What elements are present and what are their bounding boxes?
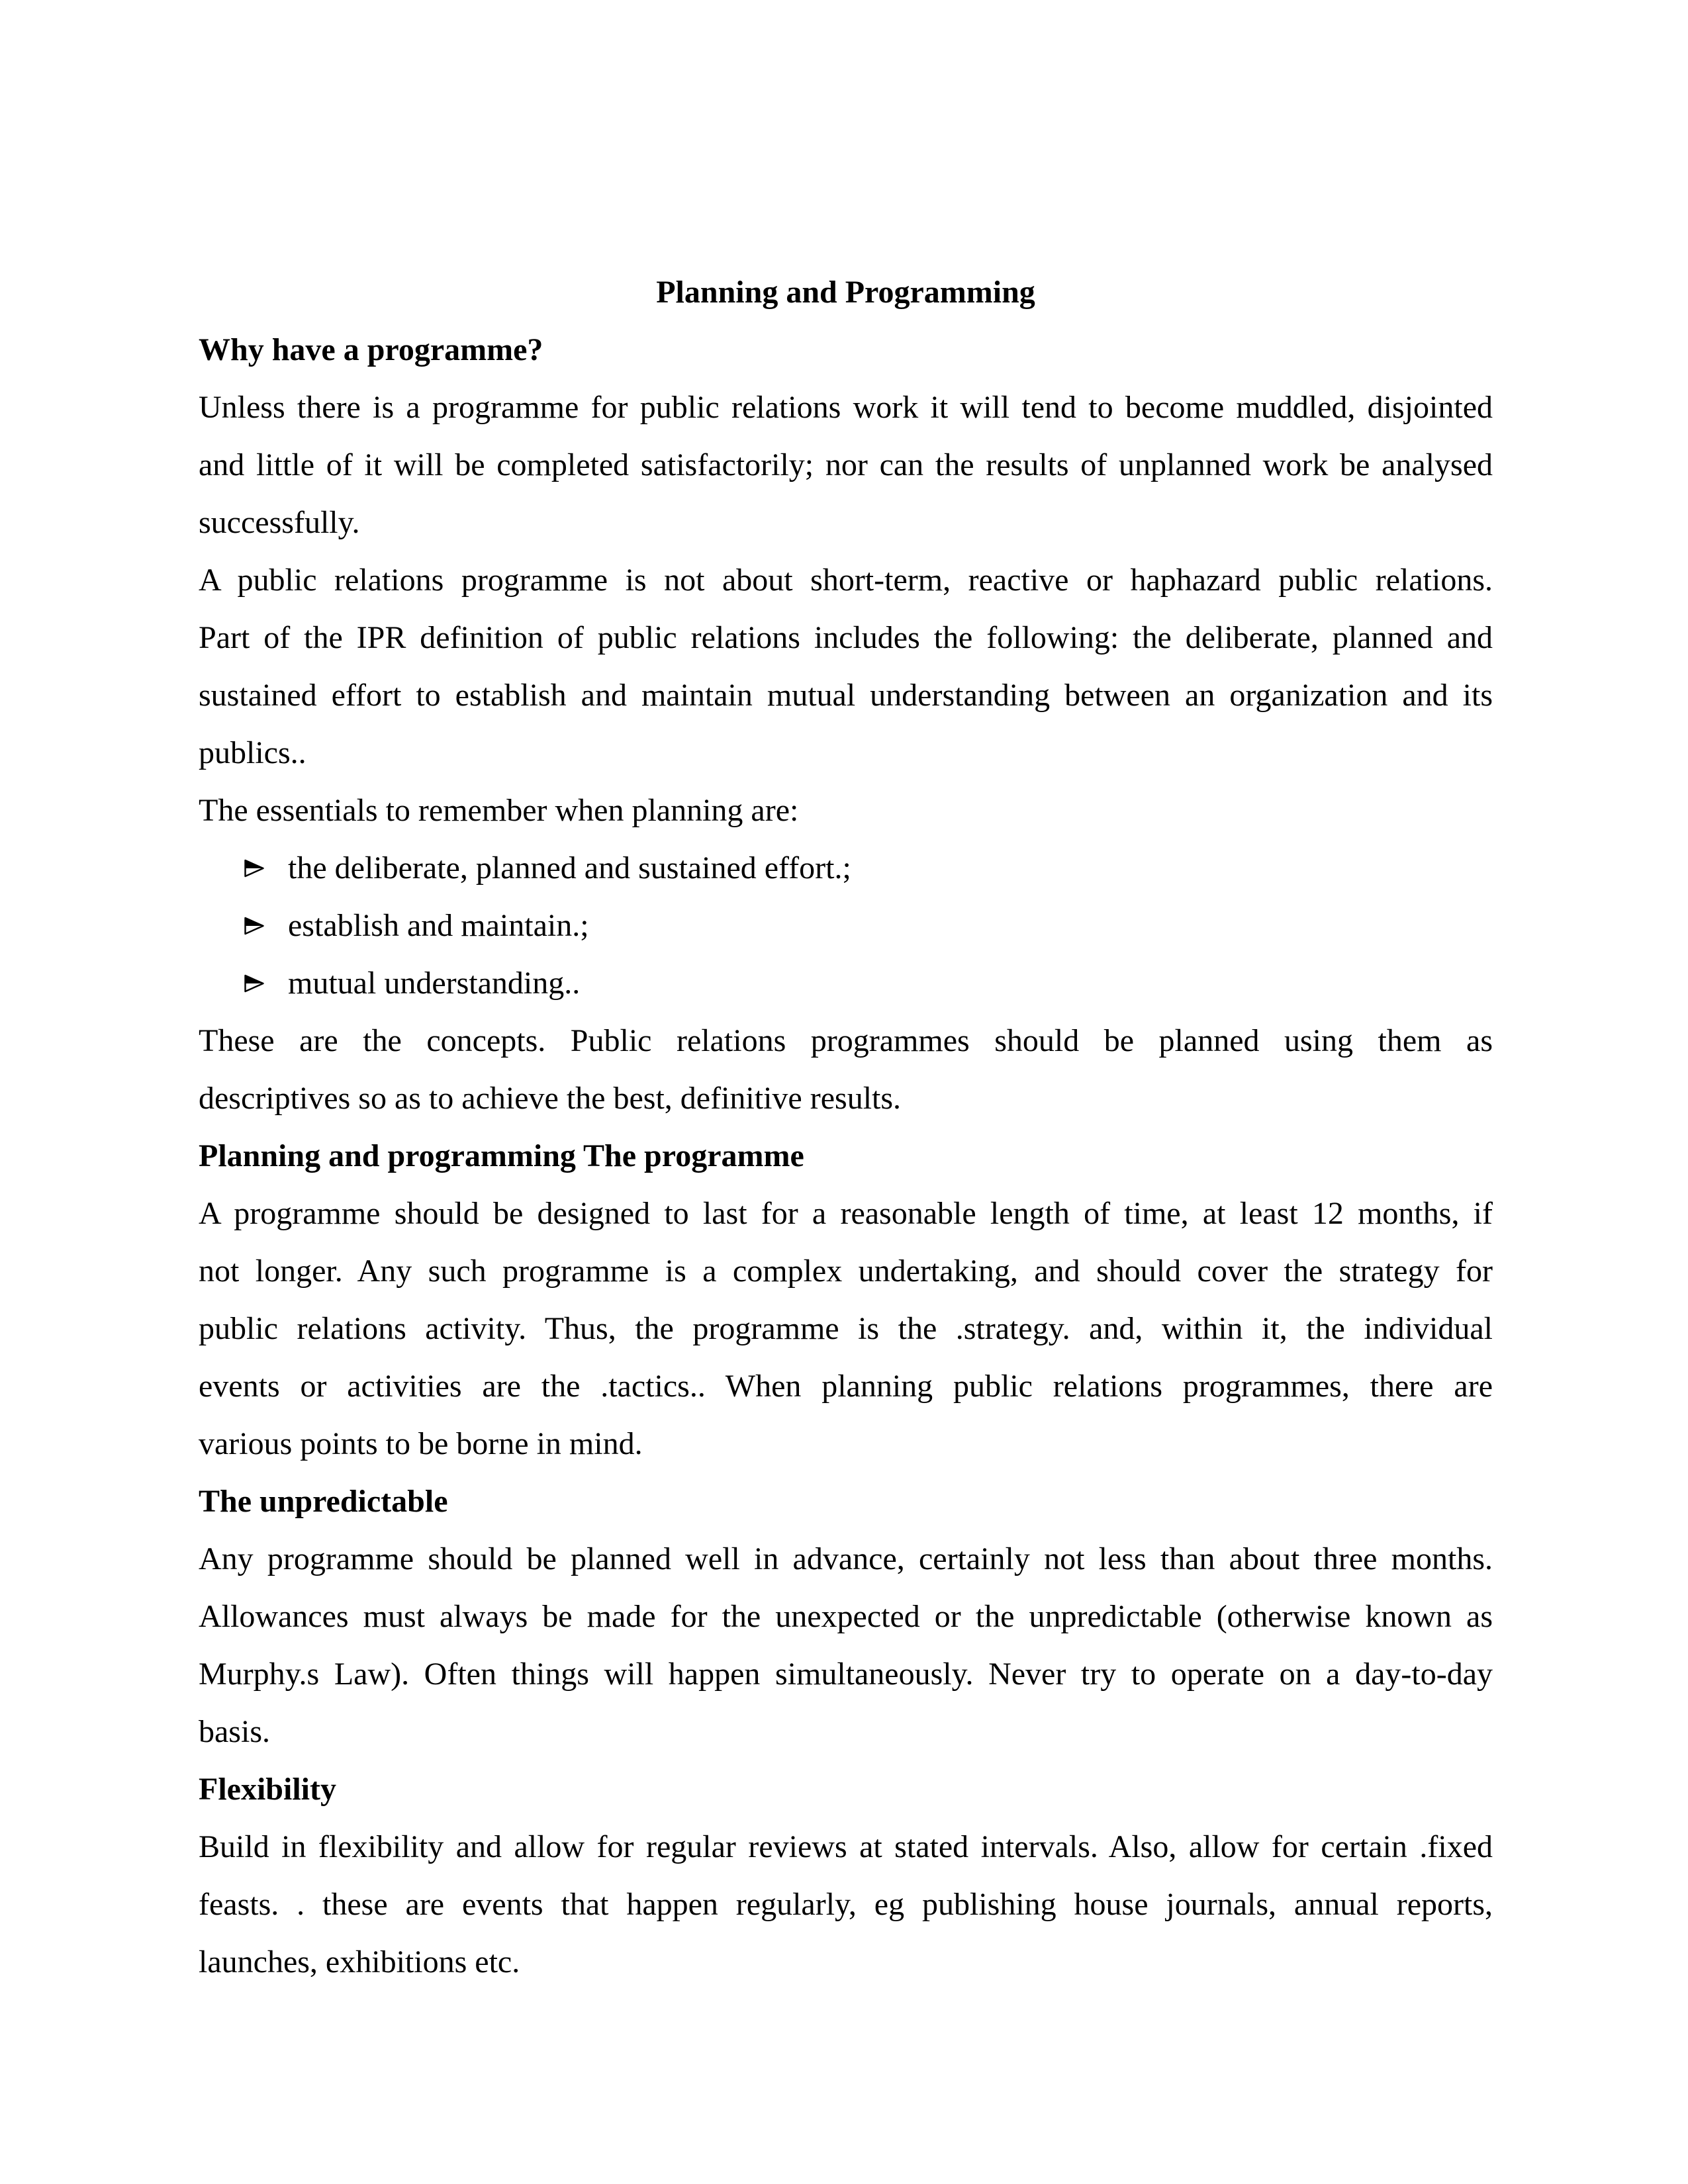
paragraph-line: and little of it will be completed satisfactorily; nor can the results of unplanned work be analysed: [199, 447, 1493, 482]
paragraph-line: These are the concepts. Public relations programmes should be planned using them as: [199, 1023, 1493, 1058]
document-content: [199, 263, 1493, 1991]
bullet-item: [199, 839, 1493, 897]
section-heading-flexibility: Flexibility: [199, 1772, 336, 1807]
paragraph-line: A programme should be designed to last for a reasonable length of time, at least 12 months, if: [199, 1196, 1493, 1231]
paragraph-line: feasts. . these are events that happen regularly, eg publishing house journals, annual reports,: [199, 1887, 1493, 1922]
bullet-arrow-icon: [242, 856, 266, 880]
paragraph-line: Murphy.s Law). Often things will happen simultaneously. Never try to operate on a day-to-day: [199, 1657, 1493, 1692]
bullet-text: the deliberate, planned and sustained effort.;: [288, 850, 851, 886]
paragraph-line: Any programme should be planned well in advance, certainly not less than about three months.: [199, 1541, 1493, 1576]
section-heading-why: Why have a programme?: [199, 332, 543, 367]
bullet-arrow-icon: [242, 914, 266, 938]
paragraph-line: various points to be borne in mind.: [199, 1426, 643, 1461]
paragraph-line: basis.: [199, 1714, 270, 1749]
paragraph-line: Allowances must always be made for the unexpected or the unpredictable (otherwise known as: [199, 1599, 1493, 1634]
paragraph-line: events or activities are the .tactics.. When planning public relations programmes, there are: [199, 1369, 1493, 1404]
paragraph-line: sustained effort to establish and maintain mutual understanding between an organization and its: [199, 678, 1493, 713]
paragraph-line: A public relations programme is not about short-term, reactive or haphazard public relations.: [199, 563, 1493, 598]
bullet-arrow-icon: [242, 972, 266, 995]
paragraph-line: Unless there is a programme for public relations work it will tend to become muddled, disjointed: [199, 390, 1493, 425]
paragraph-line: Part of the IPR definition of public relations includes the following: the deliberate, planned and: [199, 620, 1493, 655]
paragraph-line: launches, exhibitions etc.: [199, 1944, 520, 1979]
paragraph-line: not longer. Any such programme is a complex undertaking, and should cover the strategy for: [199, 1253, 1493, 1289]
bullet-text: mutual understanding..: [288, 966, 581, 1001]
paragraph-line: successfully.: [199, 505, 360, 540]
paragraph-line: descriptives so as to achieve the best, definitive results.: [199, 1081, 902, 1116]
document-title: Planning and Programming: [656, 275, 1035, 310]
bullet-item: [199, 897, 1493, 954]
paragraph-line: Build in flexibility and allow for regular reviews at stated intervals. Also, allow for certain .fixed: [199, 1829, 1493, 1864]
paragraph-line: publics..: [199, 735, 306, 770]
bullet-text: establish and maintain.;: [288, 908, 589, 943]
bullet-item: [199, 954, 1493, 1012]
paragraph-line: The essentials to remember when planning are:: [199, 793, 799, 828]
paragraph-line: public relations activity. Thus, the programme is the .strategy. and, within it, the individual: [199, 1311, 1493, 1346]
section-heading-programme: Planning and programming The programme: [199, 1138, 804, 1173]
section-heading-unpredictable: The unpredictable: [199, 1484, 448, 1519]
